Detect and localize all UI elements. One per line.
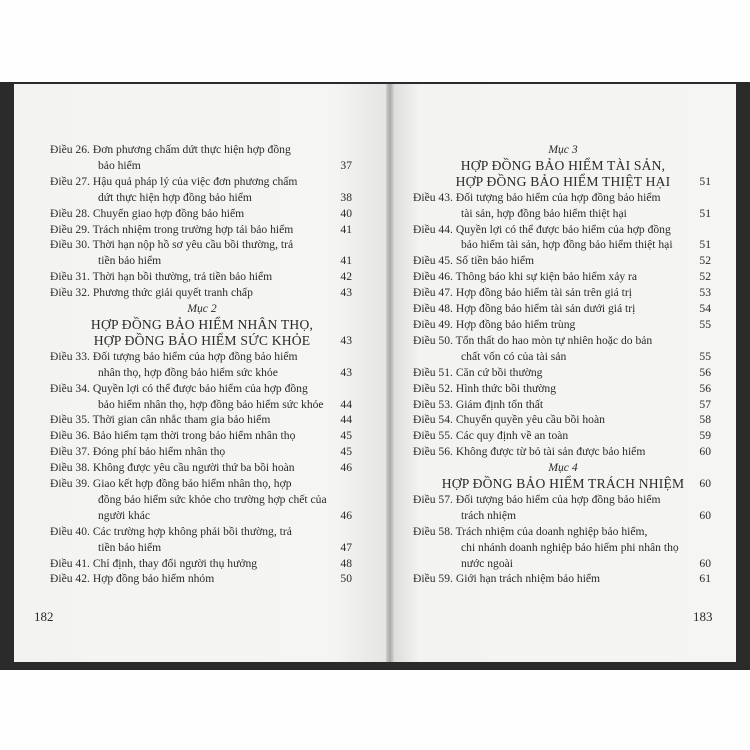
toc-entry: Điều 45. Số tiền bảo hiểm 52 <box>413 254 711 268</box>
toc-entry: Điều 53. Giám định tổn thất 57 <box>413 397 711 411</box>
toc-entry: Điều 27. Hậu quả pháp lý của việc đơn phương chấm dứt thực hiện hợp đồng bảo hiểm 38 <box>50 174 352 204</box>
toc-entry: Điều 26. Đơn phương chấm dứt thực hiện hợp đồng bảo hiểm 37 <box>50 143 352 172</box>
toc-page-number: 48 <box>340 556 352 570</box>
book-spine <box>386 84 394 662</box>
toc-entry: Điều 31. Thời hạn bồi thường, trả tiền bảo hiểm 42 <box>50 270 352 284</box>
toc-right-column <box>413 142 713 587</box>
toc-entry: Điều 52. Hình thức bồi thường 56 <box>413 381 711 395</box>
toc-entry: Điều 40. Các trường hợp không phải bồi thường, trả tiền bảo hiểm 47 <box>50 524 352 554</box>
section-heading-muc-2 <box>50 301 354 349</box>
toc-page-number: 56 <box>699 365 711 379</box>
toc-page-number: 61 <box>699 572 711 586</box>
toc-page-number: 44 <box>340 413 352 427</box>
toc-entry: Điều 34. Quyền lợi có thể được bảo hiểm của hợp đồng bảo hiểm nhân thọ, hợp đồng bảo hiểm sức khỏe 44 <box>50 381 352 411</box>
section-heading-muc-4 <box>413 460 713 492</box>
toc-entry: Điều 51. Căn cứ bồi thường 56 <box>413 365 711 379</box>
toc-right-group-a <box>413 190 713 460</box>
toc-page-number: 52 <box>699 254 711 268</box>
toc-entry: Điều 57. Đối tượng bảo hiểm của hợp đồng bảo hiểm trách nhiệm 60 <box>413 492 711 522</box>
toc-entry: Điều 43. Đối tượng bảo hiểm của hợp đồng bảo hiểm tài sản, hợp đồng bảo hiểm thiệt hại 51 <box>413 190 711 220</box>
toc-entry: Điều 44. Quyền lợi có thể được bảo hiểm của hợp đồng bảo hiểm tài sản, hợp đồng bảo hiểm thiệt hại 51 <box>413 222 711 252</box>
toc-page-number: 40 <box>340 206 352 220</box>
toc-page-number: 42 <box>340 270 352 284</box>
toc-page-number: 38 <box>340 190 352 204</box>
toc-entry: Điều 39. Giao kết hợp đồng bảo hiểm nhân thọ, hợp đồng bảo hiểm sức khỏe cho trường hợp chết của người khác 46 <box>50 477 352 522</box>
toc-page-number: 53 <box>699 286 711 300</box>
toc-entry: Điều 36. Bảo hiểm tạm thời trong bảo hiểm nhân thọ 45 <box>50 429 352 443</box>
toc-entry: Điều 59. Giới hạn trách nhiệm bảo hiểm 61 <box>413 572 711 586</box>
section-title-line-1: HỢP ĐỒNG BẢO HIỂM TRÁCH NHIỆM <box>441 476 685 492</box>
toc-page-number: 56 <box>699 381 711 395</box>
toc-page-number: 43 <box>340 286 352 300</box>
toc-entry: Điều 55. Các quy định về an toàn 59 <box>413 429 711 443</box>
section-title-line-1: HỢP ĐỒNG BẢO HIỂM NHÂN THỌ, <box>90 316 314 332</box>
toc-page-number: 52 <box>699 270 711 284</box>
section-title-line-2: HỢP ĐỒNG BẢO HIỂM THIỆT HẠI <box>455 173 671 189</box>
toc-entry: Điều 35. Thời gian cân nhắc tham gia bảo hiểm 44 <box>50 413 352 427</box>
toc-entry: Điều 50. Tổn thất do hao mòn tự nhiên hoặc do bản chất vốn có của tài sản 55 <box>413 333 711 363</box>
toc-entry: Điều 29. Trách nhiệm trong trường hợp tái bảo hiểm 41 <box>50 222 352 236</box>
toc-entry: Điều 47. Hợp đồng bảo hiểm tài sản trên giá trị 53 <box>413 286 711 300</box>
section-title-line-1: HỢP ĐỒNG BẢO HIỂM TÀI SẢN, <box>460 157 666 173</box>
toc-page-number: 55 <box>699 349 711 363</box>
section-label: Mục 3 <box>548 143 578 156</box>
toc-right-group-b <box>413 492 713 587</box>
toc-left-group-b <box>50 349 354 588</box>
toc-page-number: 37 <box>340 158 352 172</box>
toc-page-number: 43 <box>340 365 352 379</box>
toc-page-number: 57 <box>699 397 711 411</box>
toc-page-number: 60 <box>699 445 711 459</box>
toc-entry: Điều 30. Thời hạn nộp hồ sơ yêu cầu bồi thường, trả tiền bảo hiểm 41 <box>50 238 352 268</box>
toc-page-number: 44 <box>340 397 352 411</box>
toc-page-number: 50 <box>340 572 352 586</box>
section-heading-muc-3 <box>413 142 713 190</box>
toc-page-number: 60 <box>699 477 711 491</box>
toc-entry: Điều 33. Đối tượng bảo hiểm của hợp đồng bảo hiểm nhân thọ, hợp đồng bảo hiểm sức khỏe 43 <box>50 349 352 379</box>
toc-left-group-a <box>50 142 354 301</box>
toc-page-number: 54 <box>699 302 711 316</box>
toc-page-number: 59 <box>699 429 711 443</box>
toc-page-number: 45 <box>340 429 352 443</box>
toc-page-number: 41 <box>340 254 352 268</box>
section-label: Mục 4 <box>548 461 578 475</box>
toc-entry: Điều 37. Đóng phí bảo hiểm nhân thọ 45 <box>50 445 352 459</box>
toc-page-number: 46 <box>340 508 352 522</box>
toc-page-number: 60 <box>699 556 711 570</box>
toc-page-number: 51 <box>699 206 711 220</box>
toc-page-number: 58 <box>699 413 711 427</box>
toc-entry: Điều 56. Không được từ bỏ tài sản được bảo hiểm 60 <box>413 445 711 459</box>
toc-page-number: 55 <box>699 317 711 331</box>
toc-page-number: 46 <box>340 461 352 475</box>
toc-page-number: 41 <box>340 222 352 236</box>
toc-entry: Điều 32. Phương thức giải quyết tranh chấp 43 <box>50 286 352 300</box>
toc-page-number: 60 <box>699 508 711 522</box>
toc-entry: Điều 46. Thông báo khi sự kiện bảo hiểm xảy ra 52 <box>413 270 711 284</box>
toc-page-number: 51 <box>699 238 711 252</box>
toc-entry: Điều 54. Chuyển quyền yêu cầu bồi hoàn 58 <box>413 413 711 427</box>
section-title-line-2: HỢP ĐỒNG BẢO HIỂM SỨC KHỎE <box>93 332 311 348</box>
toc-page-number: 45 <box>340 445 352 459</box>
section-label: Mục 2 <box>187 302 217 316</box>
toc-entry: Điều 58. Trách nhiệm của doanh nghiệp bảo hiểm, chi nhánh doanh nghiệp bảo hiểm phi nhân thọ nước ngoài 60 <box>413 524 711 570</box>
toc-entry: Điều 41. Chỉ định, thay đổi người thụ hưởng 48 <box>50 556 352 570</box>
toc-entry: Điều 28. Chuyển giao hợp đồng bảo hiểm 40 <box>50 206 352 220</box>
toc-page-number: 43 <box>340 333 352 347</box>
toc-entry: Điều 42. Hợp đồng bảo hiểm nhóm 50 <box>50 572 352 586</box>
page-number-left: 182 <box>34 609 54 624</box>
toc-entry: Điều 38. Không được yêu cầu người thứ ba bồi hoàn 46 <box>50 461 352 475</box>
page-number-right: 183 <box>693 609 713 624</box>
toc-page-number: 47 <box>340 540 352 554</box>
toc-entry: Điều 48. Hợp đồng bảo hiểm tài sản dưới giá trị 54 <box>413 302 711 316</box>
toc-page-number: 51 <box>699 174 711 188</box>
toc-entry: Điều 49. Hợp đồng bảo hiểm trùng 55 <box>413 317 711 331</box>
toc-left-column <box>50 142 354 587</box>
